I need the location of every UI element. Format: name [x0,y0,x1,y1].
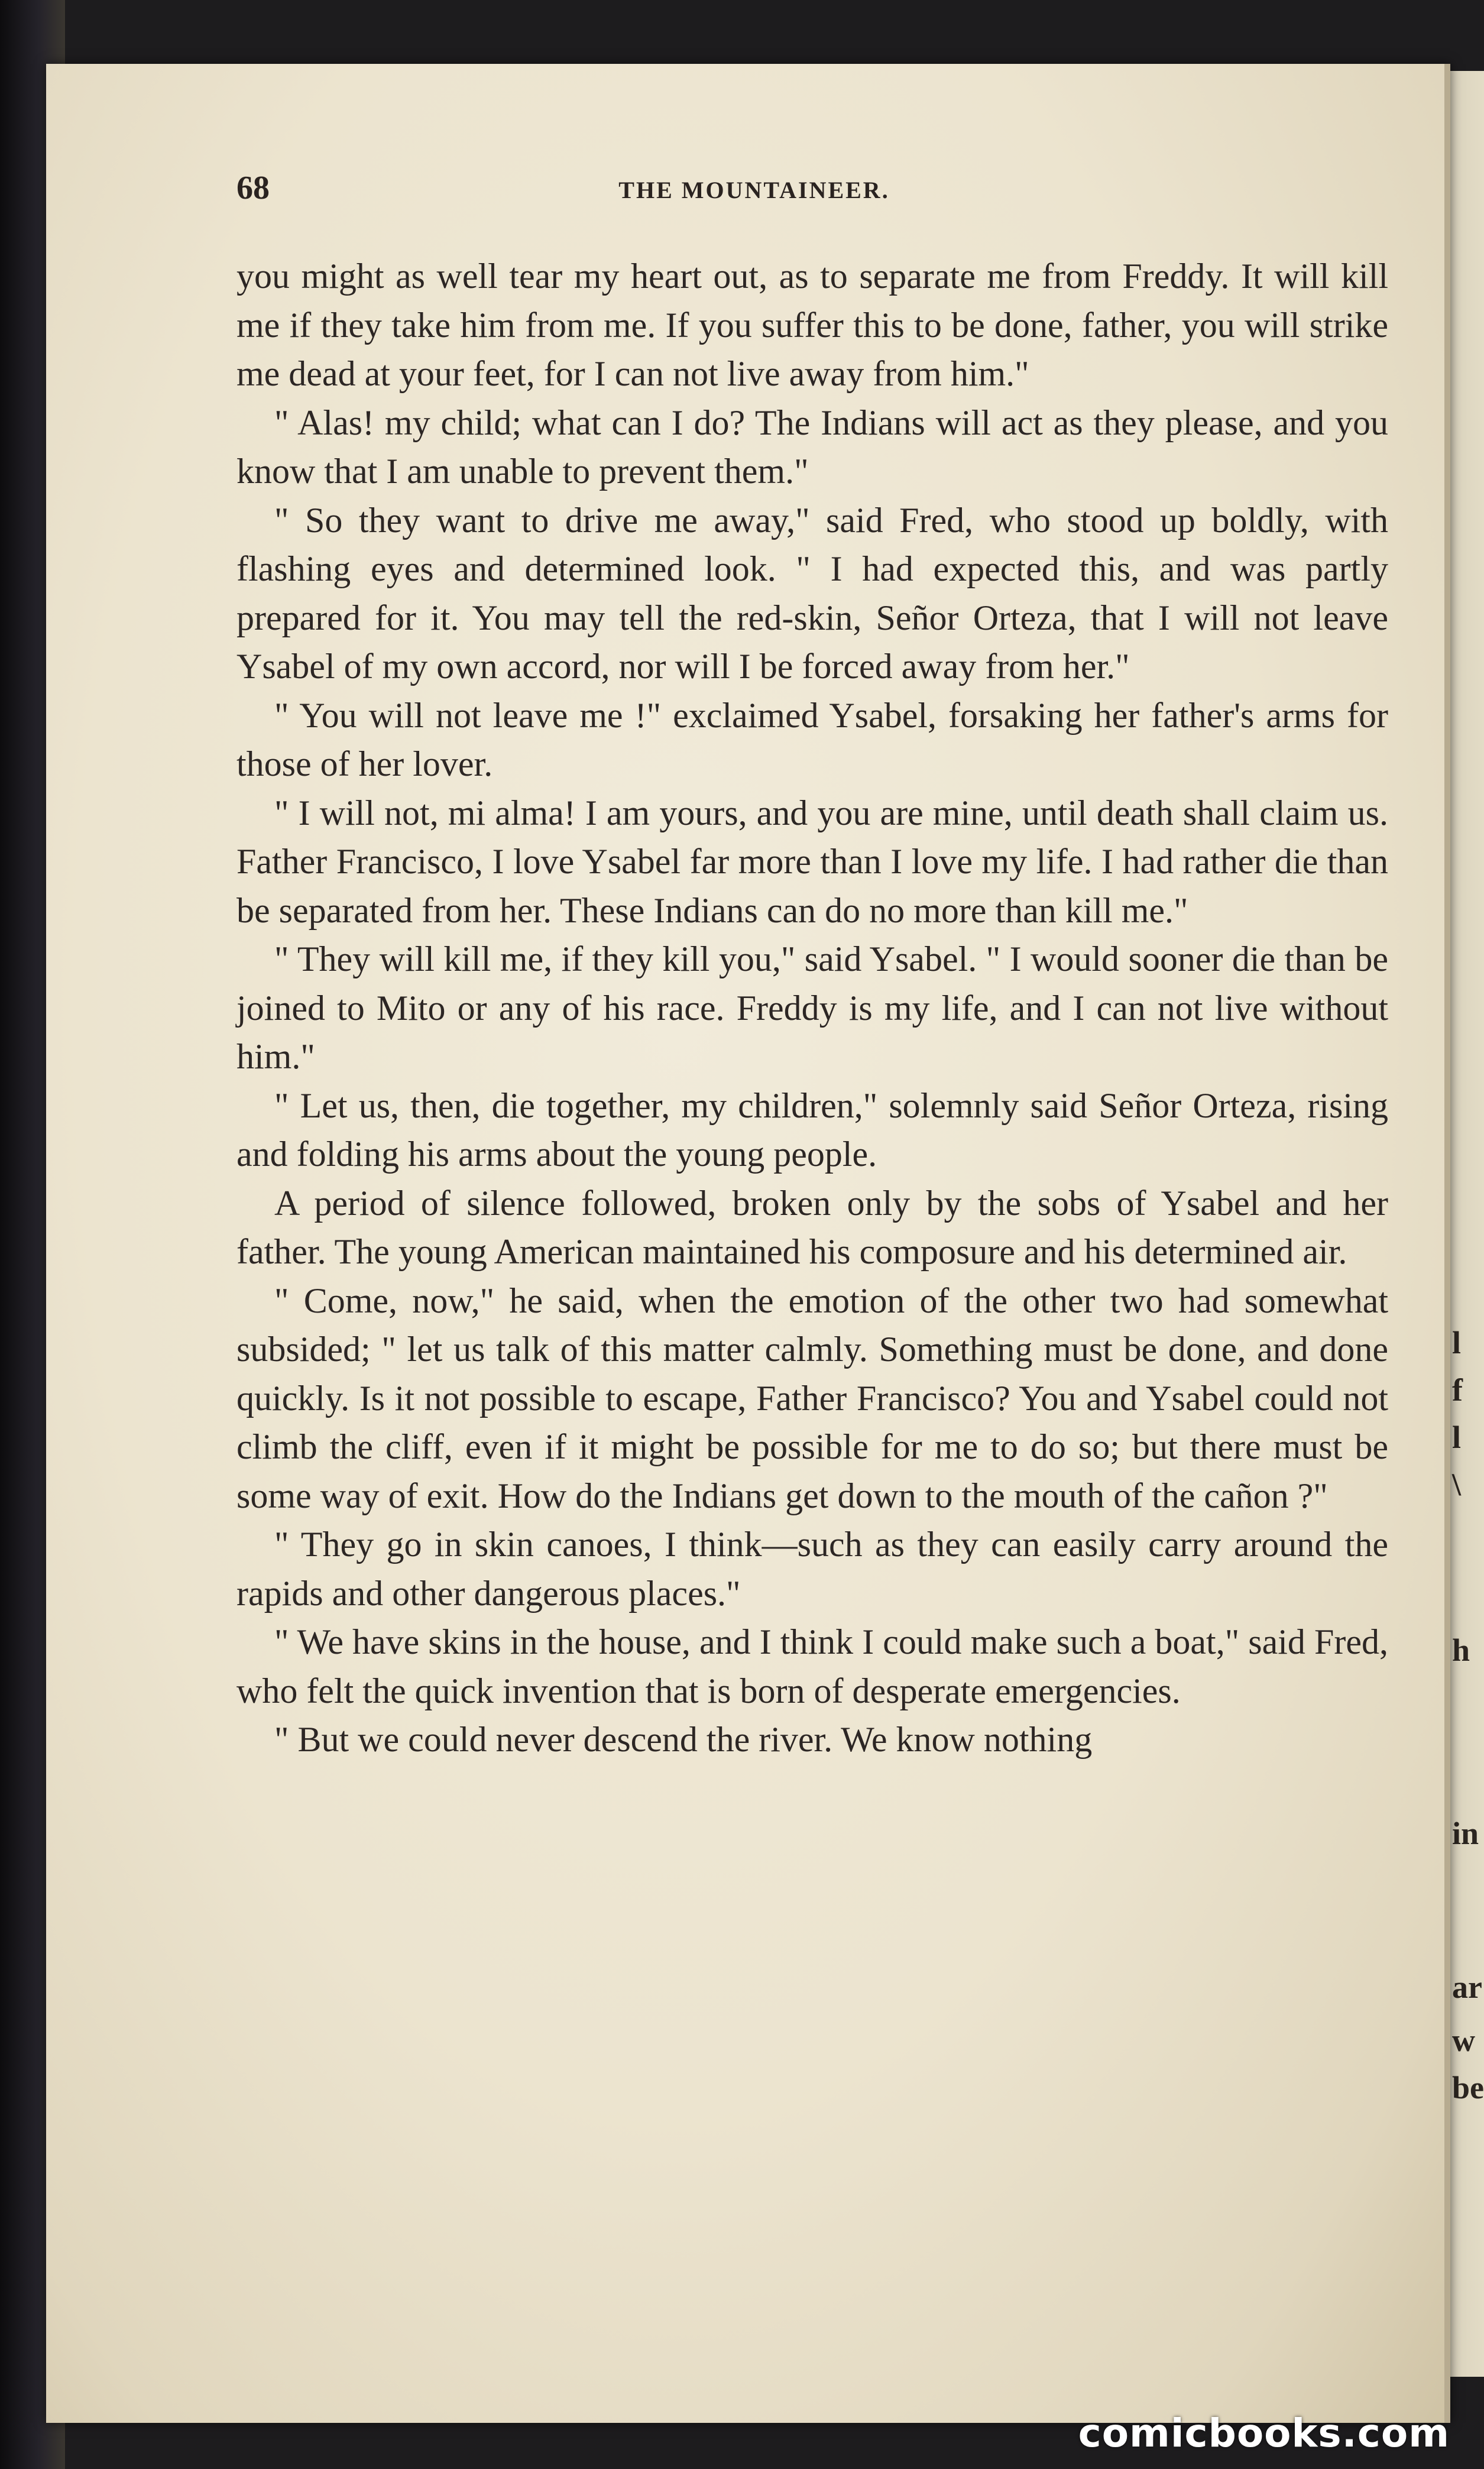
paragraph: " Come, now," he said, when the emotion of the other two had somewhat subsided; " let us talk of this matter calmly. Something must be done, and done quickly. Is it not possible to escape, Father Francisco? You and Ysabel could not climb the cliff, even if it might be possible for me to do so; but there must be some way of exit. How do the Indians get down to the mouth of the cañon ?" [236,1281,1388,1515]
running-title: THE MOUNTAINEER. [618,177,890,203]
paragraph: " They go in skin canoes, I think—such as they can easily carry around the rapids and other dangerous places." [236,1525,1388,1613]
body-text [236,252,1388,1764]
watermark: comicbooks.com [1078,2410,1450,2456]
paragraph: " You will not leave me !" exclaimed Ysabel, forsaking her father's arms for those of her lover. [236,695,1388,783]
next-page-fragment: ar [1452,1969,1482,2005]
next-page-fragment: w [1452,2023,1475,2058]
paragraph: you might as well tear my heart out, as to separate me from Freddy. It will kill me if they take him from me. If you suffer this to be done, father, you will strike me dead at your feet, for I can not live away from him." [236,257,1388,393]
paragraph: A period of silence followed, broken only by the sobs of Ysabel and her father. The young American maintained his composure and his determined air. [236,1183,1388,1271]
paragraph: " But we could never descend the river. We know nothing [274,1720,1093,1759]
paragraph: " Alas! my child; what can I do? The Indians will act as they please, and you know that I am unable to prevent them." [236,403,1388,491]
page-number: 68 [236,170,270,206]
next-page-fragment: be [1452,2070,1484,2105]
paragraph: " We have skins in the house, and I think I could make such a boat," said Fred, who felt the quick invention that is born of desperate emergencies. [236,1622,1388,1710]
paragraph: " Let us, then, die together, my children," solemnly said Señor Orteza, rising and folding his arms about the young people. [236,1086,1388,1174]
paragraph: " So they want to drive me away," said Fred, who stood up boldly, with flashing eyes and determined look. " I had expected this, and was partly prepared for it. You may tell the red-skin, Señor Orteza, that I will not leave Ysabel of my own accord, nor will I be forced away from her." [236,500,1388,686]
paragraph: " I will not, mi alma! I am yours, and you are mine, until death shall claim us. Father Francisco, I love Ysabel far more than I love my life. I had rather die than be separated from her. These Indians can do no more than kill me." [236,793,1388,930]
paragraph: " They will kill me, if they kill you," said Ysabel. " I would sooner die than be joined to Mito or any of his race. Freddy is my life, and I can not live without him." [236,939,1388,1076]
next-page-fragment: l [1452,1420,1462,1455]
next-page-fragment: in [1452,1816,1479,1851]
next-page-fragment: \ [1452,1467,1462,1502]
book-page [46,64,1450,2423]
next-page-fragment: h [1452,1632,1470,1668]
next-page-fragment: f [1452,1372,1463,1408]
next-page-fragment: l [1452,1325,1462,1360]
running-head [46,169,1444,210]
